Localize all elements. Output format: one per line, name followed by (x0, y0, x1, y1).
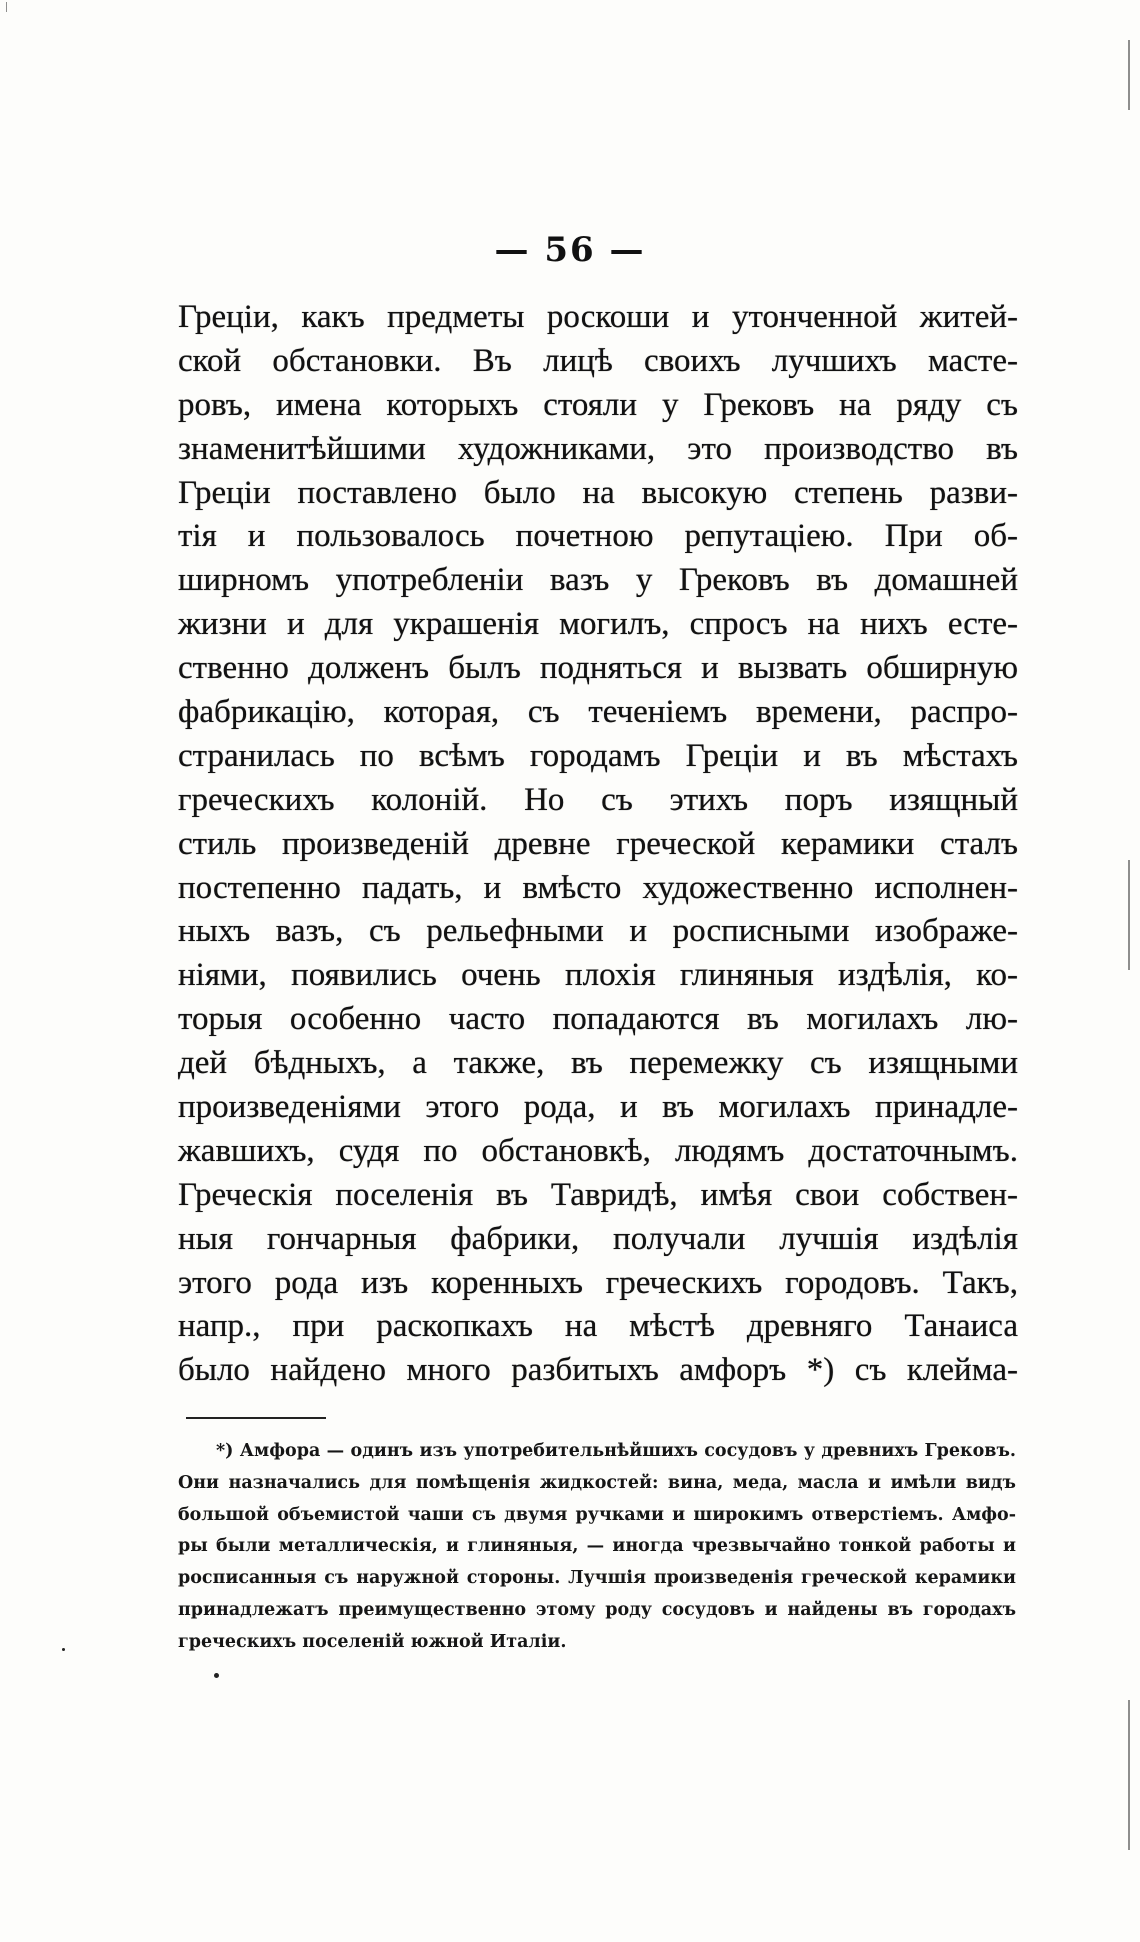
text-line: Греціи поставлено было на высокую степень разви- (178, 474, 1018, 511)
text-line: ніями, появились очень плохія глиняныя издѣлія, ко- (178, 957, 1018, 994)
footnote (178, 1436, 1016, 1659)
text-line: ширномъ употребленіи вазъ у Грековъ въ домашней (178, 562, 1018, 599)
text-line: ныхъ вазъ, съ рельефными и росписными изображе- (178, 913, 1018, 950)
text-line: этого рода изъ коренныхъ греческихъ городовъ. Такъ, (178, 1264, 1018, 1301)
text-line: постепенно падать, и вмѣсто художественно исполнен- (178, 869, 1018, 906)
footnote-line: *) Амфора — одинъ изъ употребительнѣйшихъ сосудовъ у древнихъ Грековъ. (216, 1441, 1016, 1461)
text-line: странилась по всѣмъ городамъ Греціи и въ мѣстахъ (178, 737, 1018, 774)
right-margin-mark-top (1128, 40, 1130, 110)
footnote-divider (186, 1417, 326, 1419)
text-line: было найдено много разбитыхъ амфоръ *) съ клейма- (178, 1352, 1018, 1389)
text-line: ровъ, имена которыхъ стояли у Грековъ на ряду съ (178, 386, 1018, 423)
text-line: Греческія поселенія въ Тавридѣ, имѣя свои собствен- (178, 1176, 1018, 1213)
text-line: произведеніями этого рода, и въ могилахъ принадле- (178, 1089, 1018, 1126)
main-text (178, 296, 1018, 1393)
text-line: знаменитѣйшими художниками, это производство въ (178, 430, 1018, 467)
right-margin-mark-lower (1128, 1700, 1130, 1850)
text-line: Греціи, какъ предметы роскоши и утонченной житей- (178, 299, 1018, 335)
text-line: стиль произведеній древне греческой керамики сталъ (178, 825, 1018, 862)
footnote-line: росписанныя съ наружной стороны. Лучшія произведенія греческой керамики (178, 1568, 1016, 1589)
right-margin-mark-middle (1128, 860, 1130, 970)
text-line: напр., при раскопкахъ на мѣстѣ древняго Танаиса (178, 1308, 1018, 1345)
text-line: дей бѣдныхъ, а также, въ перемежку съ изящными (178, 1045, 1018, 1082)
footnote-line: ры были металлическія, и глиняныя, — иногда чрезвычайно тонкой работы и (178, 1536, 1016, 1557)
text-line: жавшихъ, судя по обстановкѣ, людямъ достаточнымъ. (178, 1132, 1018, 1169)
text-line: греческихъ колоній. Но съ этихъ поръ изящный (178, 781, 1018, 818)
text-line: жизни и для украшенія могилъ, спросъ на нихъ есте- (178, 606, 1018, 643)
text-line: торыя особенно часто попадаются въ могилахъ лю- (178, 1001, 1018, 1038)
ink-speck (214, 1673, 219, 1678)
text-line: фабрикацію, которая, съ теченіемъ времени, распро- (178, 694, 1018, 731)
footnote-line: греческихъ поселеній южной Италіи. (178, 1631, 567, 1652)
ink-speck (62, 1648, 65, 1651)
left-margin-mark (6, 2, 7, 12)
footnote-line: Они назначались для помѣщенія жидкостей: вина, меда, масла и имѣли видъ (178, 1472, 1016, 1493)
text-line: ской обстановки. Въ лицѣ своихъ лучшихъ масте- (178, 342, 1018, 379)
text-line: ныя гончарныя фабрики, получали лучшія издѣлія (178, 1220, 1018, 1257)
text-line: тія и пользовалось почетною репутаціею. При об- (178, 518, 1018, 555)
text-line: ственно долженъ былъ подняться и вызвать обширную (178, 650, 1018, 687)
page-number: — 56 — (494, 230, 646, 270)
footnote-line: принадлежатъ преимущественно этому роду сосудовъ и найдены въ городахъ (178, 1599, 1016, 1620)
footnote-line: большой объемистой чаши съ двумя ручками и широкимъ отверстіемъ. Амфо- (178, 1504, 1016, 1525)
